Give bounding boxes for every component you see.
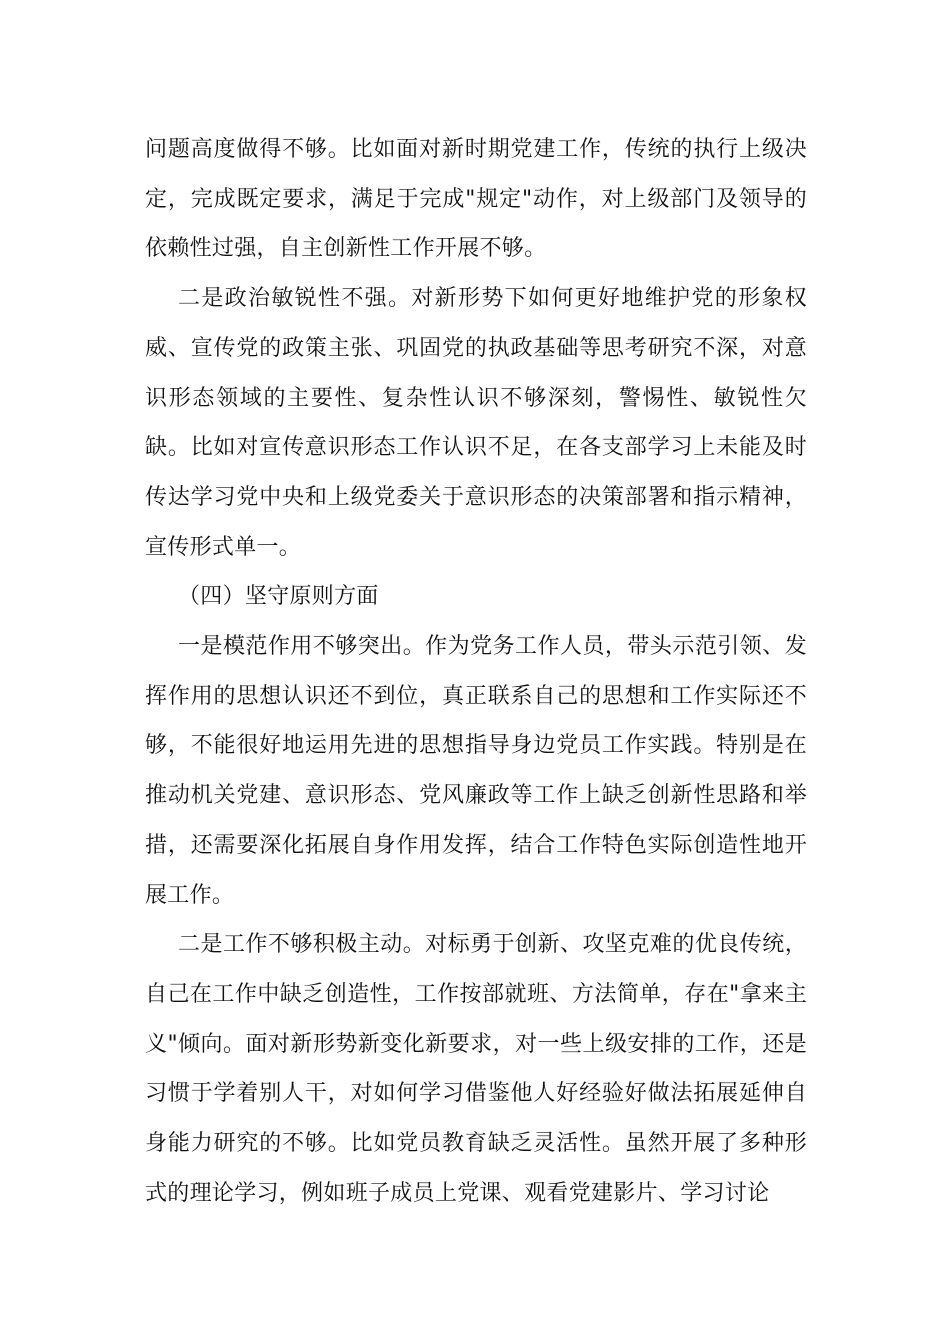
paragraph-political-sensitivity: 二是政治敏锐性不强。对新形势下如何更好地维护党的形象权威、宣传党的政策主张、巩固党的执政基础等思考研究不深，对意识形态领域的主要性、复杂性认识不够深刻，警惕性、敏锐性欠缺。比如对宣传意识形态工作认识不足，在各支部学习上未能及时传达学习党中央和上级党委关于意识形态的决策部署和指示精神，宣传形式单一。 — [145, 286, 807, 560]
paragraph-exemplary-role: 一是模范作用不够突出。作为党务工作人员，带头示范引领、发挥作用的思想认识还不到位，真正联系自己的思想和工作实际还不够，不能很好地运用先进的思想指导身边党员工作实践。特别是在推动机关党建、意识形态、党风廉政等工作上缺乏创新性思路和举措，还需要深化拓展自身作用发挥，结合工作特色实际创造性地开展工作。 — [145, 634, 807, 908]
paragraph-continuation: 问题高度做得不够。比如面对新时期党建工作，传统的执行上级决定，完成既定要求，满足于完成"规定"动作，对上级部门及领导的依赖性过强，自主创新性工作开展不够。 — [145, 137, 807, 262]
paragraph-work-initiative: 二是工作不够积极主动。对标勇于创新、攻坚克难的优良传统，自己在工作中缺乏创造性，工作按部就班、方法简单，存在"拿来主义"倾向。面对新形势新变化新要求，对一些上级安排的工作，还是习惯于学着别人干，对如何学习借鉴他人好经验好做法拓展延伸自身能力研究的不够。比如党员教育缺乏灵活性。虽然开展了多种形式的理论学习，例如班子成员上党课、观看党建影片、学习讨论 — [145, 932, 807, 1206]
document-body — [145, 125, 807, 1218]
section-heading-principles: （四）坚守原则方面 — [178, 584, 379, 610]
